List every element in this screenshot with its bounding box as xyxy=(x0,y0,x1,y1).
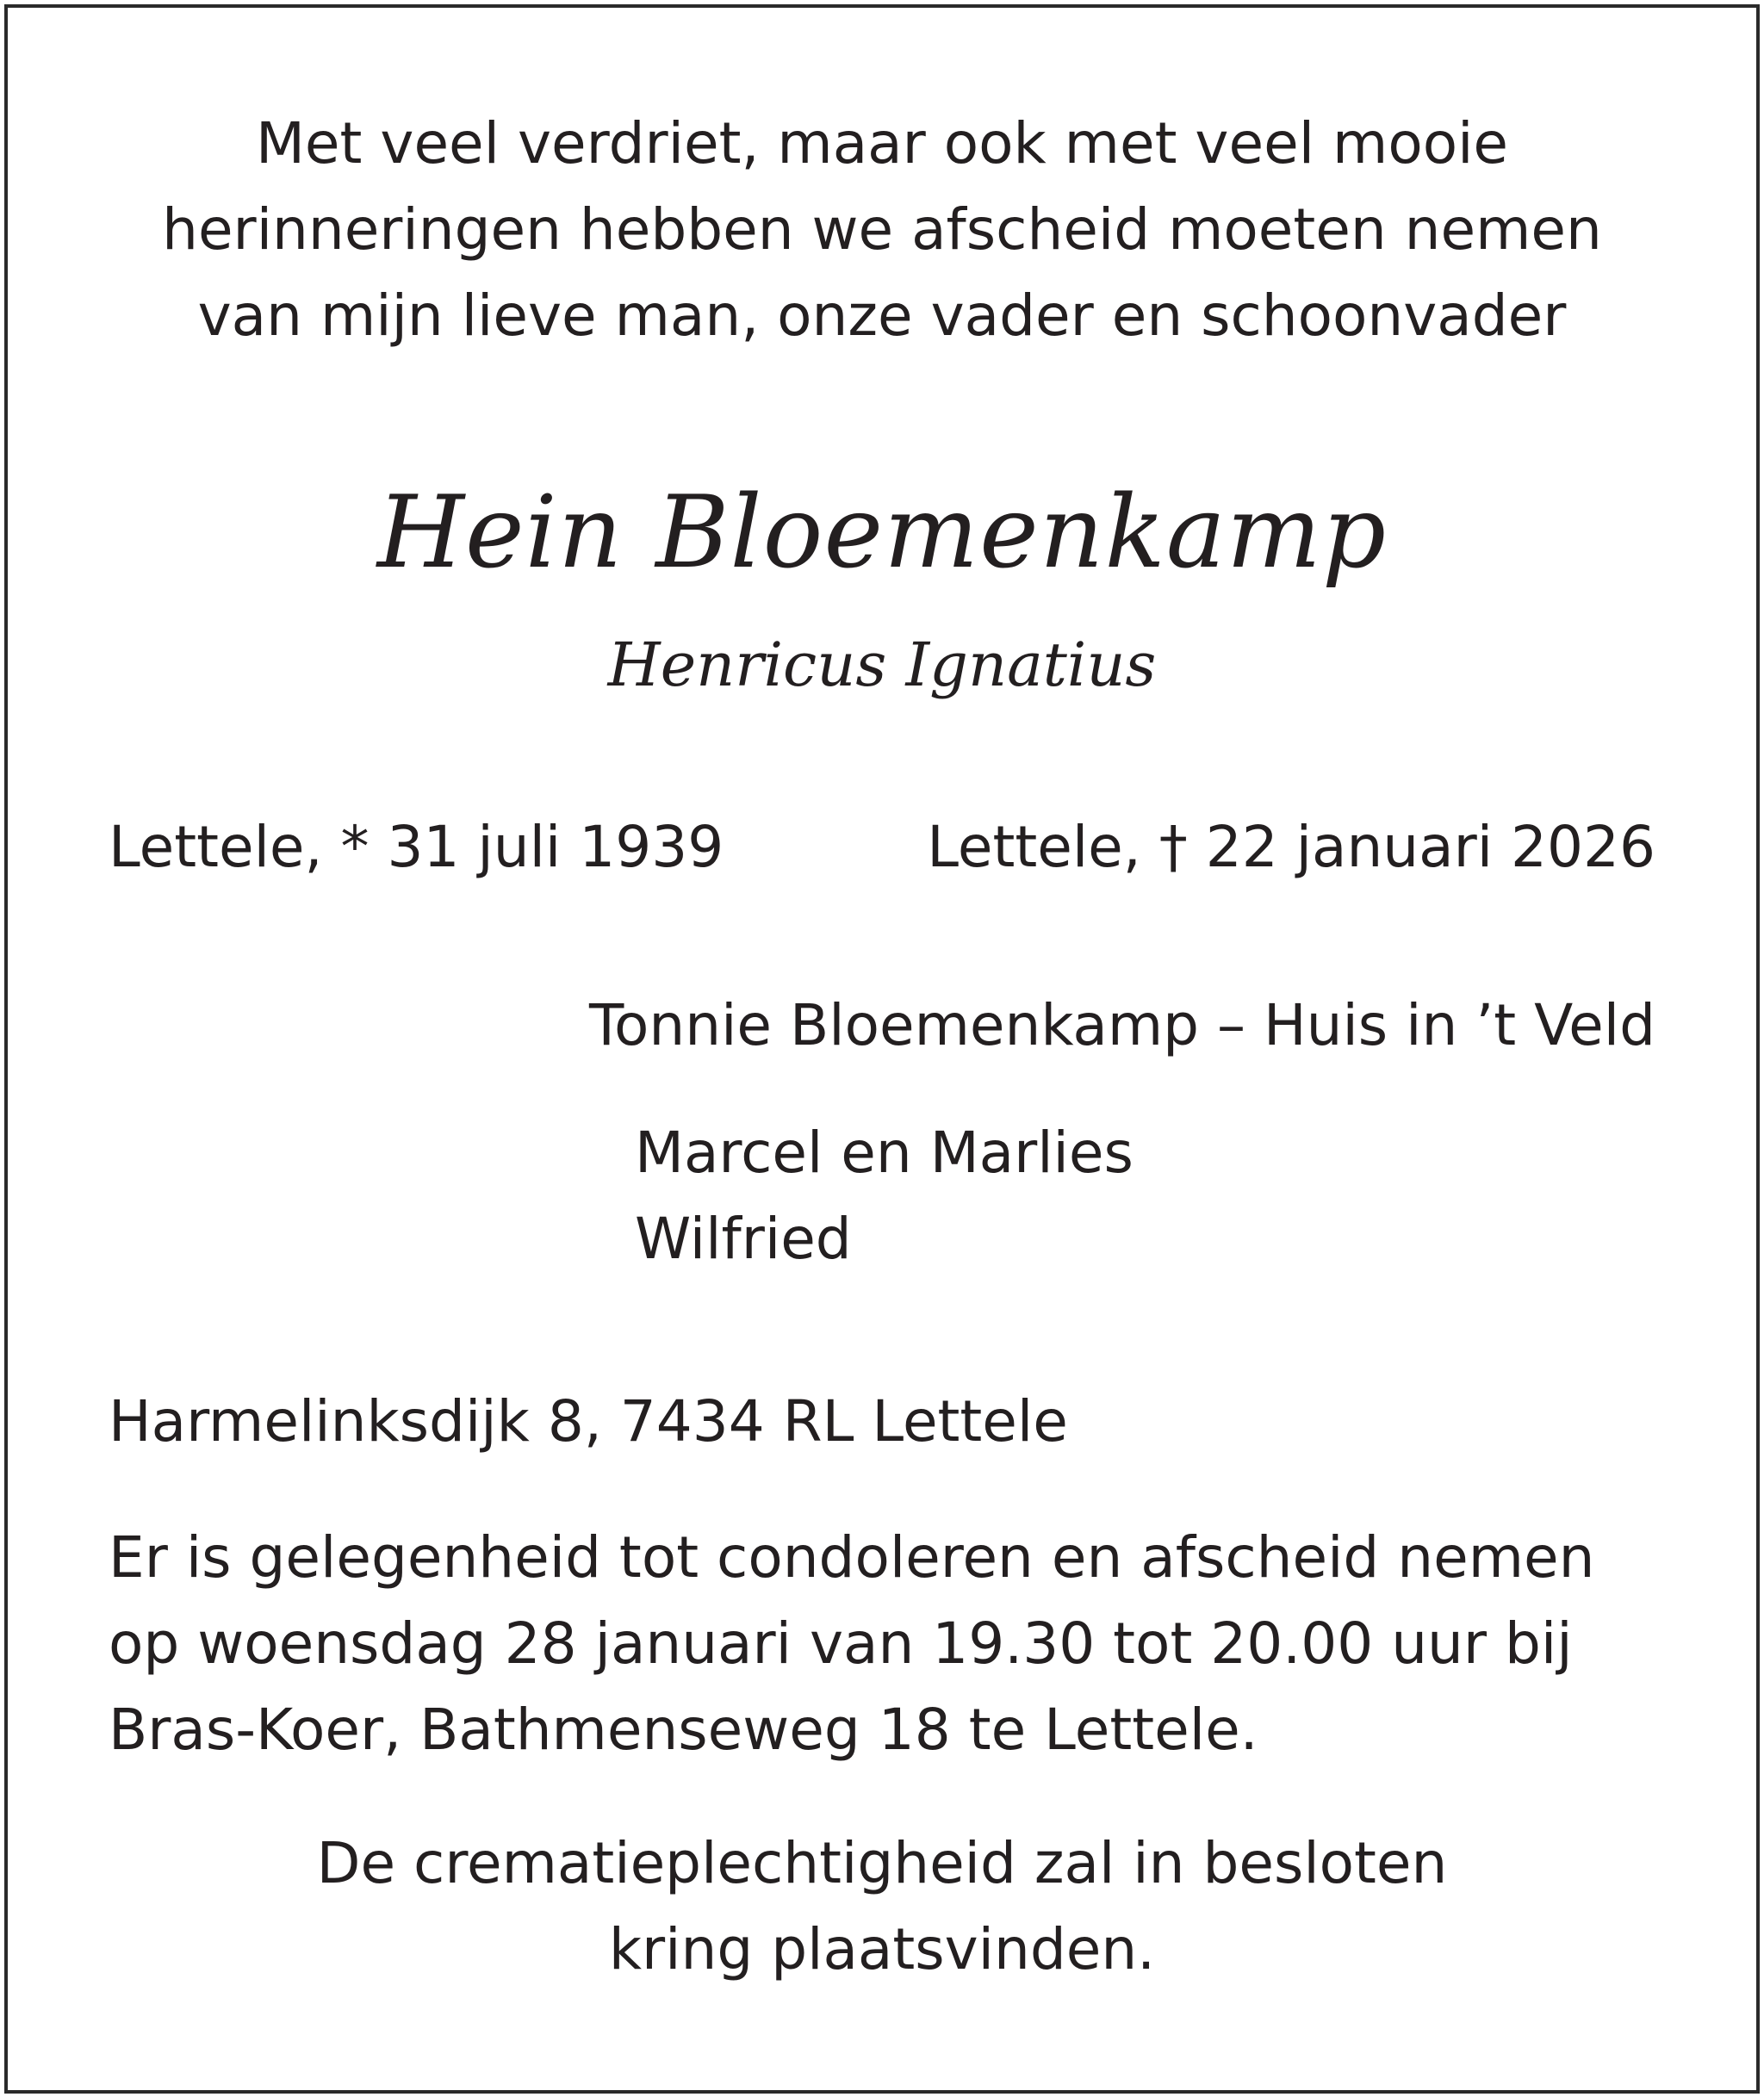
intro-line: Met veel verdriet, maar ook met veel mooie xyxy=(255,110,1509,177)
death-date: Lettele, † 22 januari 2026 xyxy=(927,814,1655,880)
spouse-name: Tonnie Bloemenkamp – Huis in ’t Veld xyxy=(588,992,1655,1058)
intro-text xyxy=(8,101,1756,359)
cremation-info xyxy=(8,1821,1756,1993)
deceased-name: Hein Bloemenkamp xyxy=(376,475,1388,591)
cremation-line: kring plaatsvinden. xyxy=(608,1916,1156,1982)
birth-date: Lettele, * 31 juli 1939 xyxy=(109,814,724,880)
child-entry: Marcel en Marlies xyxy=(635,1120,1134,1186)
condolence-line: Er is gelegenheid tot condoleren en afscheid nemen xyxy=(109,1524,1595,1591)
home-address: Harmelinksdijk 8, 7434 RL Lettele xyxy=(109,1388,1068,1455)
intro-line: herinneringen hebben we afscheid moeten nemen xyxy=(162,196,1602,263)
cremation-line: De crematieplechtigheid zal in besloten xyxy=(316,1830,1448,1896)
condolence-line: Bras-Koer, Bathmenseweg 18 te Lettele. xyxy=(109,1697,1258,1763)
children-list xyxy=(635,1110,1134,1282)
obituary-notice xyxy=(4,4,1760,2094)
child-entry: Wilfried xyxy=(635,1206,852,1272)
condolence-line: op woensdag 28 januari van 19.30 tot 20.00 uur bij xyxy=(109,1610,1573,1677)
deceased-given-names: Henricus Ignatius xyxy=(607,630,1157,700)
condolence-info xyxy=(109,1515,1594,1773)
intro-line: van mijn lieve man, onze vader en schoonvader xyxy=(197,282,1567,349)
